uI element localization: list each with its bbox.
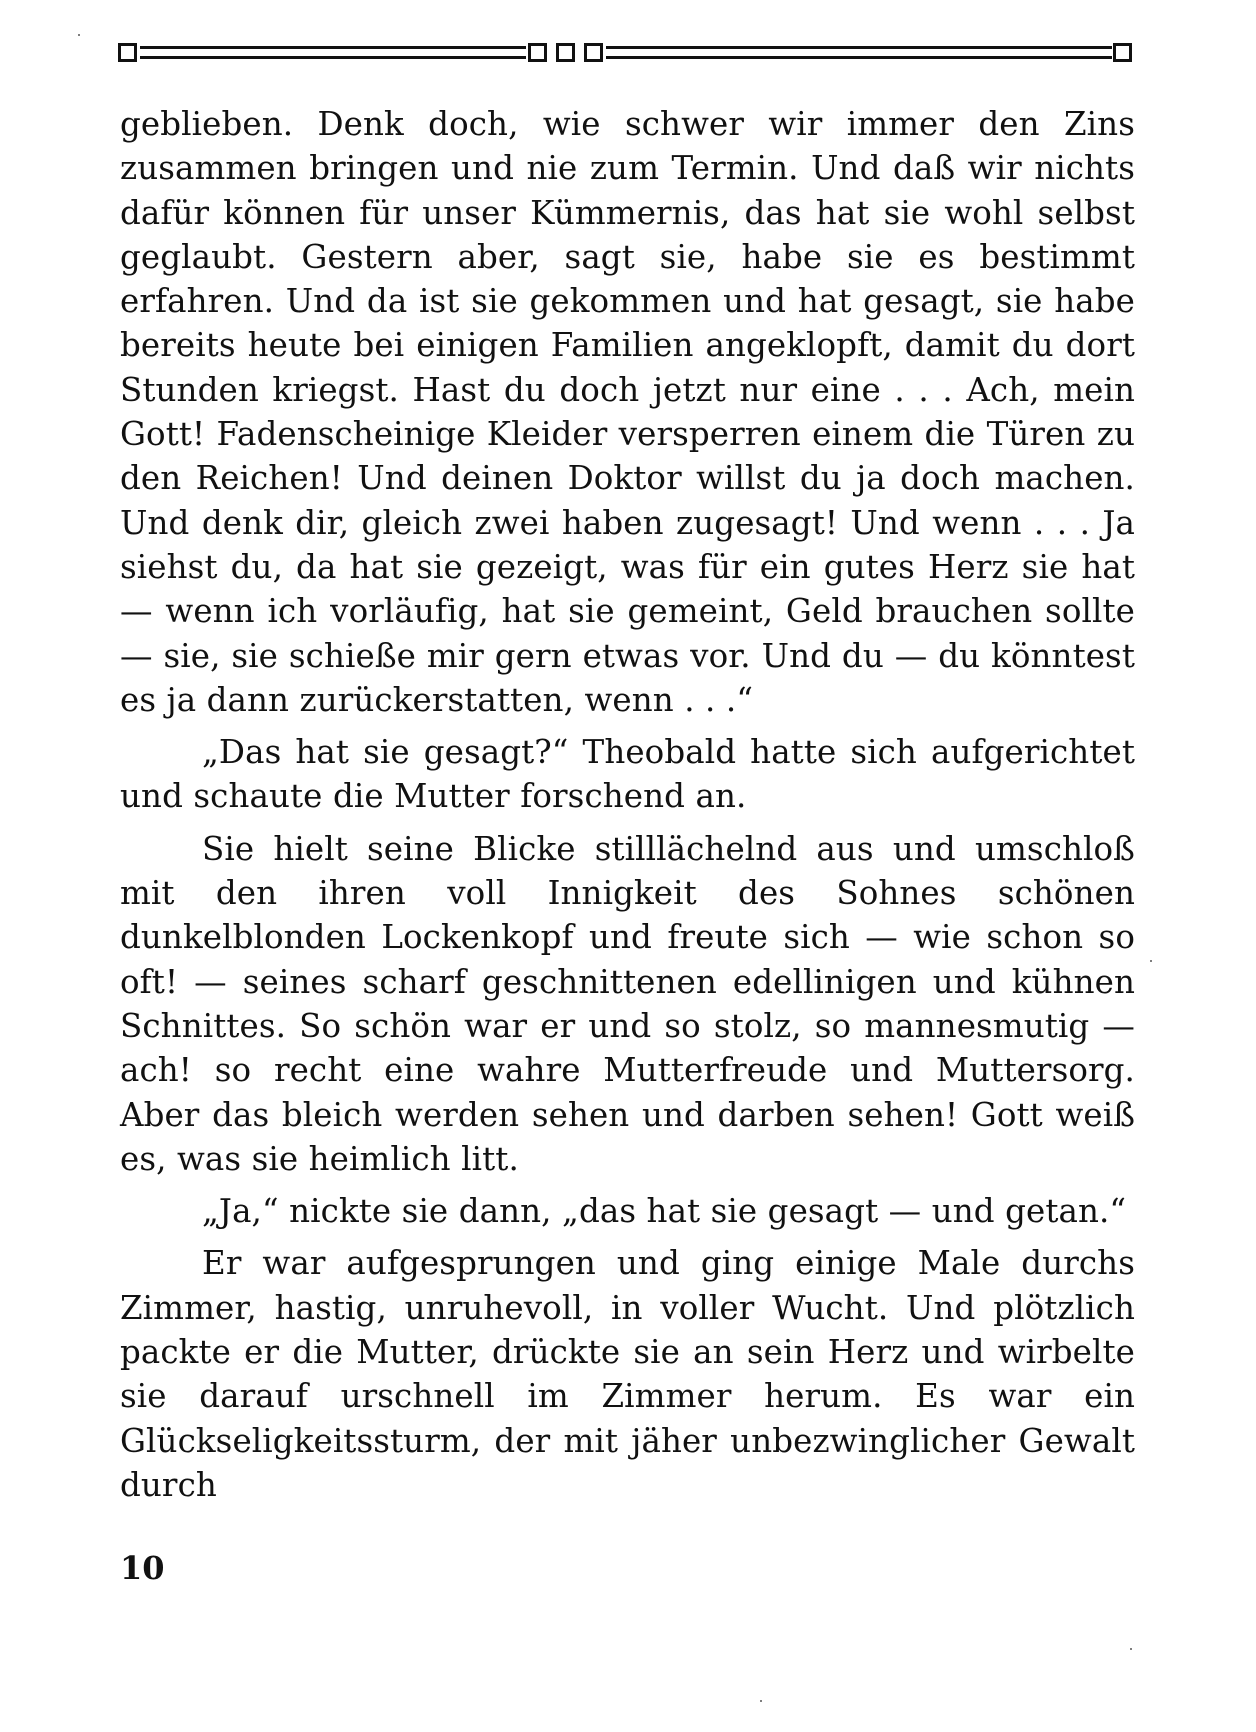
- scan-speck: [760, 1700, 762, 1702]
- page-number: 10: [120, 1549, 165, 1587]
- ornament-rule-left-top: [140, 46, 526, 49]
- ornament-rule-right-bottom: [606, 56, 1112, 59]
- ornament-square-center-2: [556, 43, 575, 62]
- body-text: [120, 102, 1135, 1507]
- ornament-square-right: [1113, 43, 1132, 62]
- header-ornament: [118, 40, 1136, 66]
- ornament-square-center-3: [584, 43, 603, 62]
- paragraph-4: „Ja,“ nickte sie dann, „das hat sie gesagt — und getan.“: [202, 1192, 1127, 1231]
- paragraph-3: Sie hielt seine Blicke stilllächelnd aus und umschloß mit den ihren voll Innigkeit des Sohnes schönen dunkelblonden Lockenkopf und freute sich — wie schon so oft! — seines scharf geschnittenen edellinigen und kühnen Schnittes. So schön war er und so stolz, so mannesmutig — ach! so recht eine wahre Mutterfreude und Muttersorg. Aber das bleich werden sehen und darben sehen! Gott weiß es, was sie heimlich litt.: [120, 829, 1135, 1178]
- paragraph-1: geblieben. Denk doch, wie schwer wir immer den Zins zusammen bringen und nie zum Termin. Und daß wir nichts dafür können für unser Kümmernis, das hat sie wohl selbst geglaubt. Gestern aber, sagt sie, habe sie es bestimmt erfahren. Und da ist sie gekommen und hat gesagt, sie habe bereits heute bei einigen Familien angeklopft, damit du dort Stunden kriegst. Hast du doch jetzt nur eine . . . Ach, mein Gott! Fadenscheinige Kleider versperren einem die Türen zu den Reichen! Und deinen Doktor willst du ja doch machen. Und denk dir, gleich zwei haben zugesagt! Und wenn . . . Ja siehst du, da hat sie gezeigt, was für ein gutes Herz sie hat — wenn ich vorläufig, hat sie gemeint, Geld brauchen sollte — sie, sie schieße mir gern etwas vor. Und du — du könntest es ja dann zurückerstatten, wenn . . .“: [120, 105, 1135, 719]
- ornament-rule-right-top: [606, 46, 1112, 49]
- ornament-square-left: [118, 43, 137, 62]
- scan-speck: [1150, 960, 1152, 962]
- paragraph-5: Er war aufgesprungen und ging einige Male durchs Zimmer, hastig, unruhevoll, in voller Wucht. Und plötzlich packte er die Mutter, drückte sie an sein Herz und wirbelte sie darauf urschnell im Zimmer herum. Es war ein Glückseligkeitssturm, der mit jäher unbezwinglicher Gewalt durch: [120, 1244, 1135, 1504]
- ornament-rule-left-bottom: [140, 56, 526, 59]
- ornament-square-center-1: [528, 43, 547, 62]
- scan-speck: [1130, 1648, 1132, 1650]
- paragraph-2: „Das hat sie gesagt?“ Theobald hatte sich aufgerichtet und schaute die Mutter forschend an.: [120, 733, 1135, 816]
- scan-speck: [78, 34, 80, 36]
